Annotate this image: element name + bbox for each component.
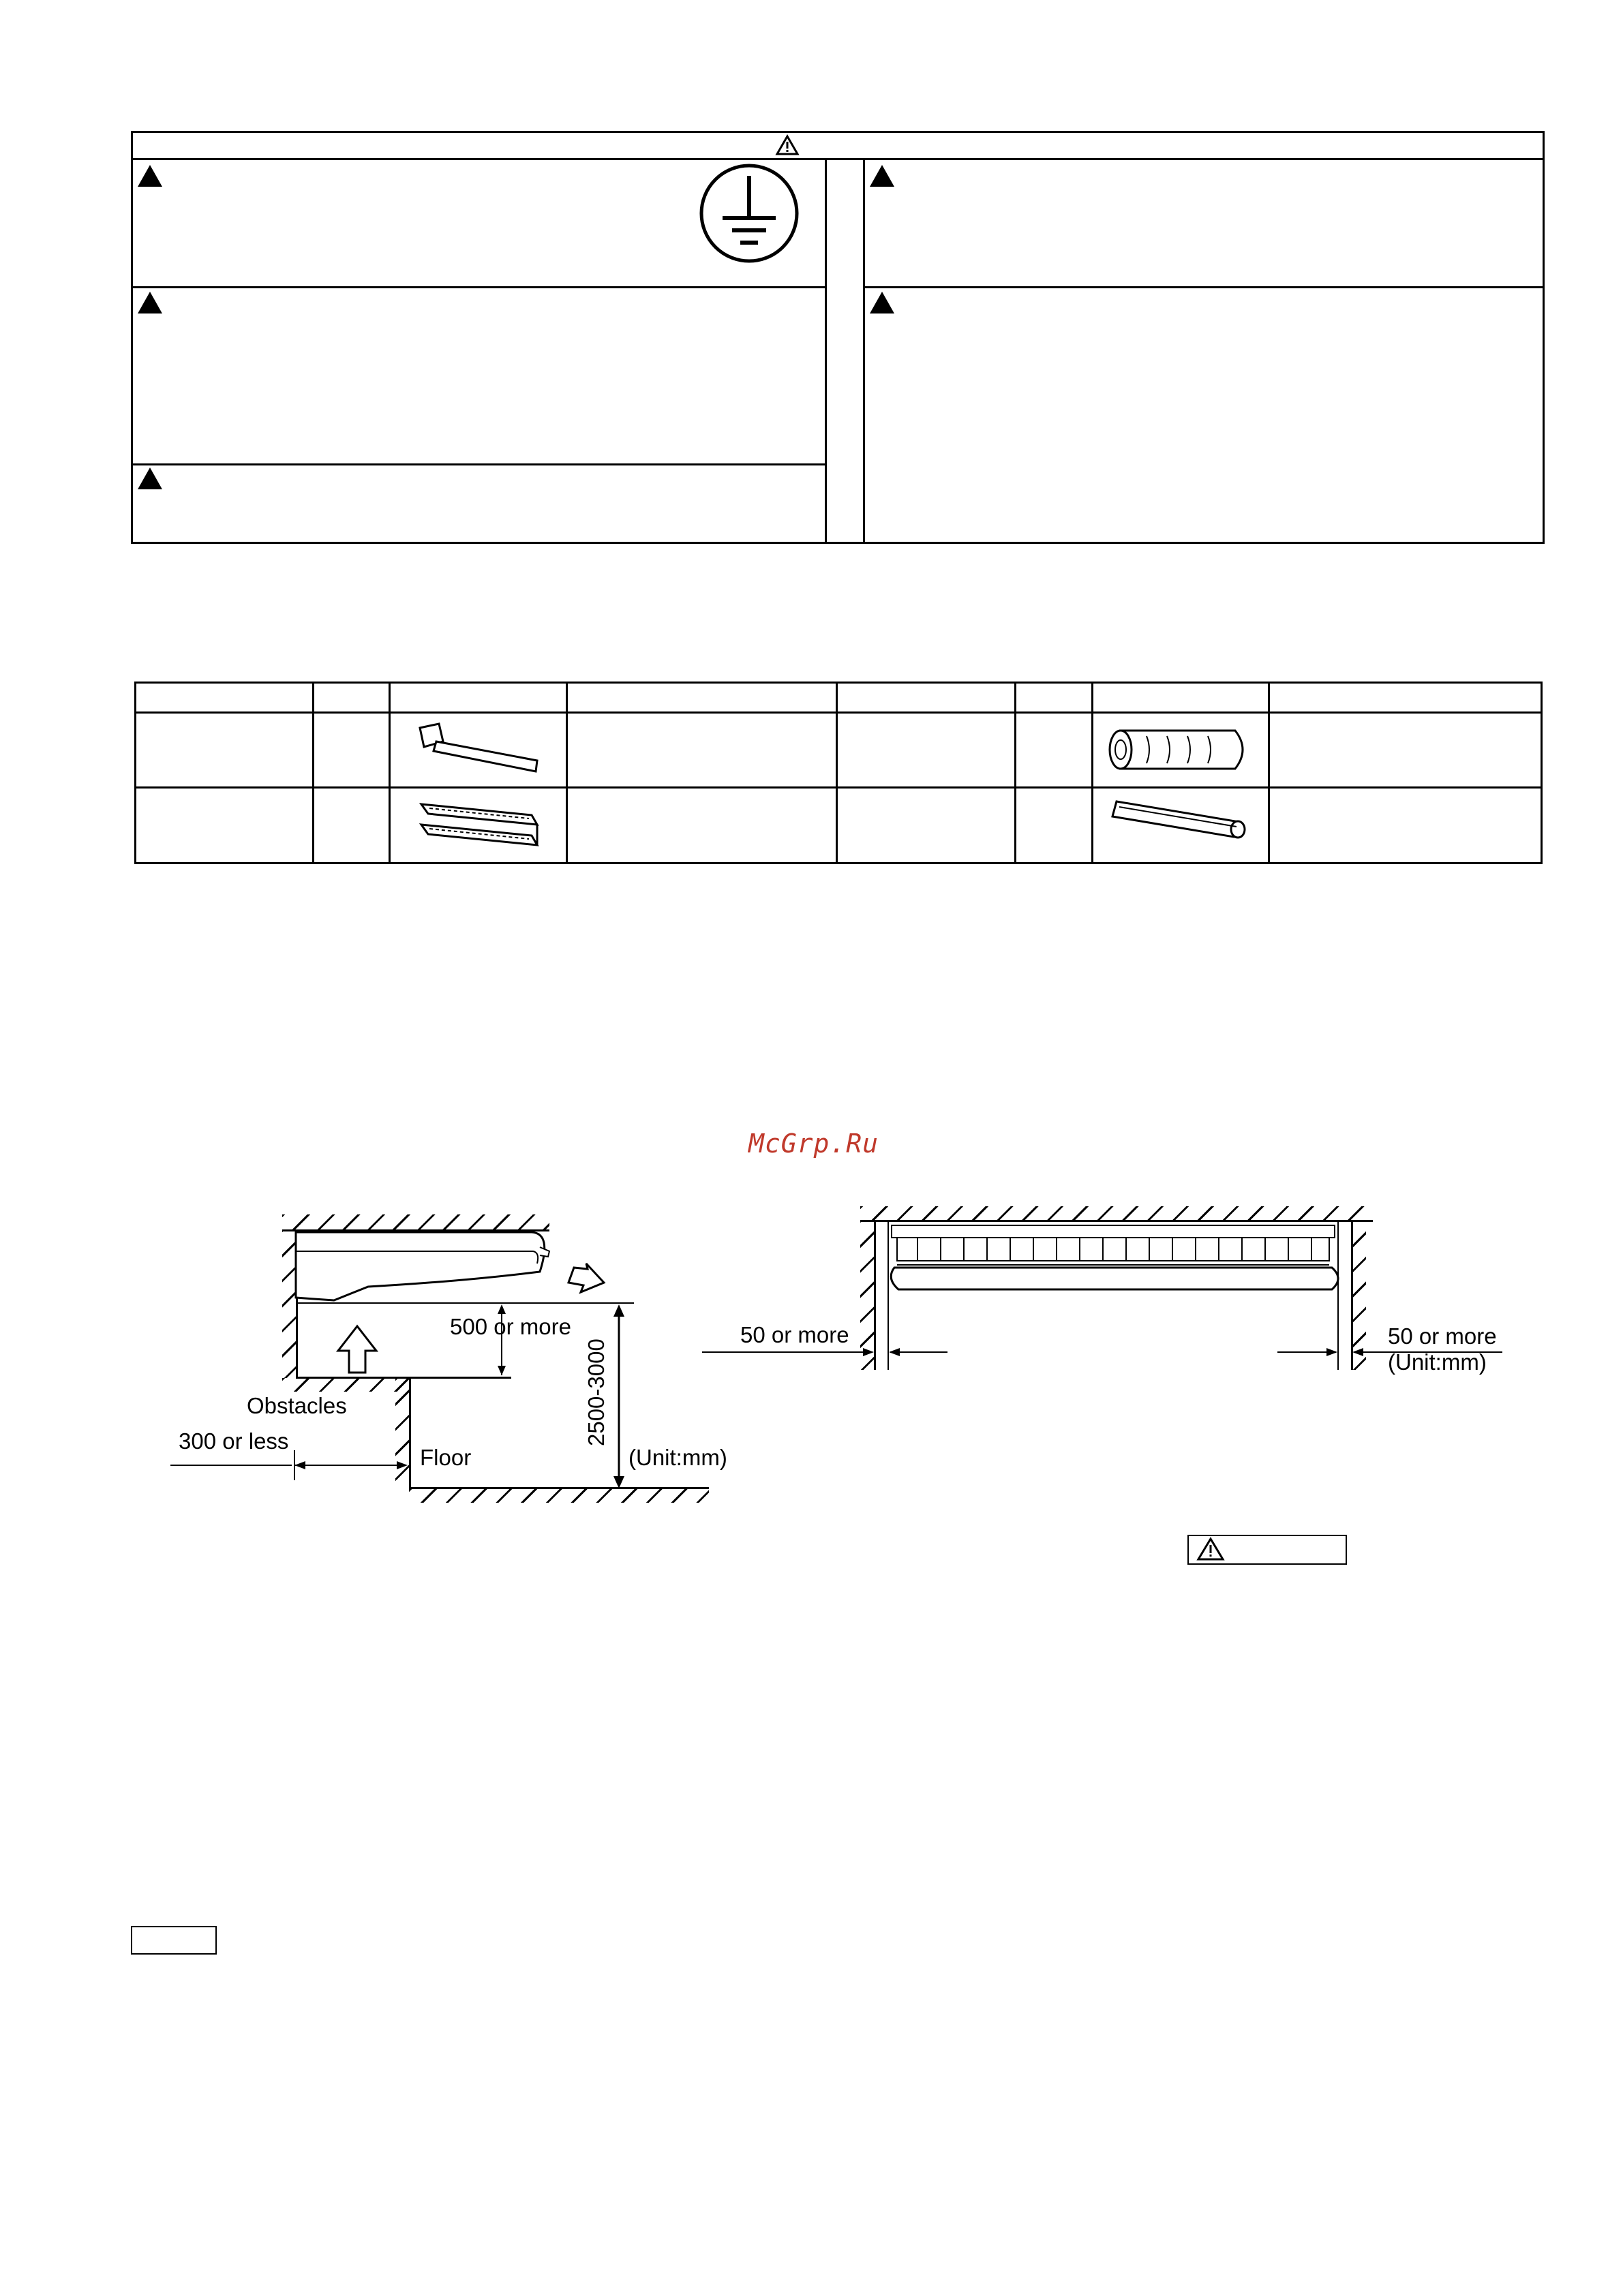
warning-triangle-icon bbox=[1197, 1537, 1224, 1561]
accessories-table bbox=[134, 682, 1543, 864]
clearance-top-label: 500 or more bbox=[450, 1314, 571, 1339]
warning-table-divider-left bbox=[825, 158, 827, 544]
accessories-header-divider bbox=[134, 711, 1543, 714]
indoor-unit-side-drawing bbox=[293, 1227, 716, 1390]
indoor-unit-front-drawing bbox=[883, 1224, 1347, 1299]
height-range-label: 2500-3000 bbox=[583, 1338, 609, 1446]
section-label-box bbox=[131, 1926, 217, 1955]
accessories-col-divider bbox=[836, 682, 838, 864]
remote-holder-icon bbox=[416, 721, 545, 776]
warning-triangle-icon bbox=[138, 292, 162, 313]
accessories-row-divider bbox=[134, 786, 1543, 789]
watermark-text: McGrp.Ru bbox=[748, 1129, 879, 1159]
floor-label: Floor bbox=[420, 1445, 472, 1470]
accessories-col-divider bbox=[389, 682, 391, 864]
accessories-col-divider bbox=[566, 682, 568, 864]
warning-right-row-divider-1 bbox=[863, 286, 1545, 288]
front-unit-label: (Unit:mm) bbox=[1388, 1349, 1487, 1375]
warning-triangle-icon bbox=[870, 165, 894, 187]
accessories-col-divider bbox=[312, 682, 314, 864]
warning-triangle-icon bbox=[138, 165, 162, 187]
drain-hose-icon bbox=[1110, 792, 1253, 844]
side-clearance-label: 300 or less bbox=[179, 1428, 289, 1454]
warning-table-header-divider bbox=[131, 158, 1545, 160]
front-ceiling-hatch bbox=[860, 1206, 1373, 1220]
obstacles-label: Obstacles bbox=[247, 1393, 347, 1418]
accessories-col-divider bbox=[1091, 682, 1093, 864]
front-right-clearance-label: 50 or more bbox=[1388, 1323, 1497, 1349]
warning-left-row-divider-2 bbox=[131, 463, 826, 465]
height-arrow-bottom bbox=[613, 1465, 627, 1490]
side-unit-label: (Unit:mm) bbox=[628, 1445, 727, 1470]
front-ceiling-line bbox=[860, 1220, 1373, 1222]
warning-triangle-icon bbox=[776, 135, 799, 155]
accessories-col-divider bbox=[1268, 682, 1270, 864]
insulation-tube-icon bbox=[1106, 724, 1256, 776]
warning-table bbox=[131, 131, 1545, 544]
warning-triangle-icon bbox=[870, 292, 894, 313]
accessories-col-divider bbox=[1014, 682, 1016, 864]
ground-symbol-icon bbox=[698, 162, 800, 264]
warning-table-divider-right bbox=[863, 158, 865, 544]
warning-triangle-icon bbox=[138, 468, 162, 489]
warning-left-row-divider-1 bbox=[131, 286, 826, 288]
floor-hatch bbox=[409, 1489, 709, 1503]
front-left-clearance-label: 50 or more bbox=[740, 1322, 849, 1347]
mounting-plate-icon bbox=[416, 797, 545, 852]
